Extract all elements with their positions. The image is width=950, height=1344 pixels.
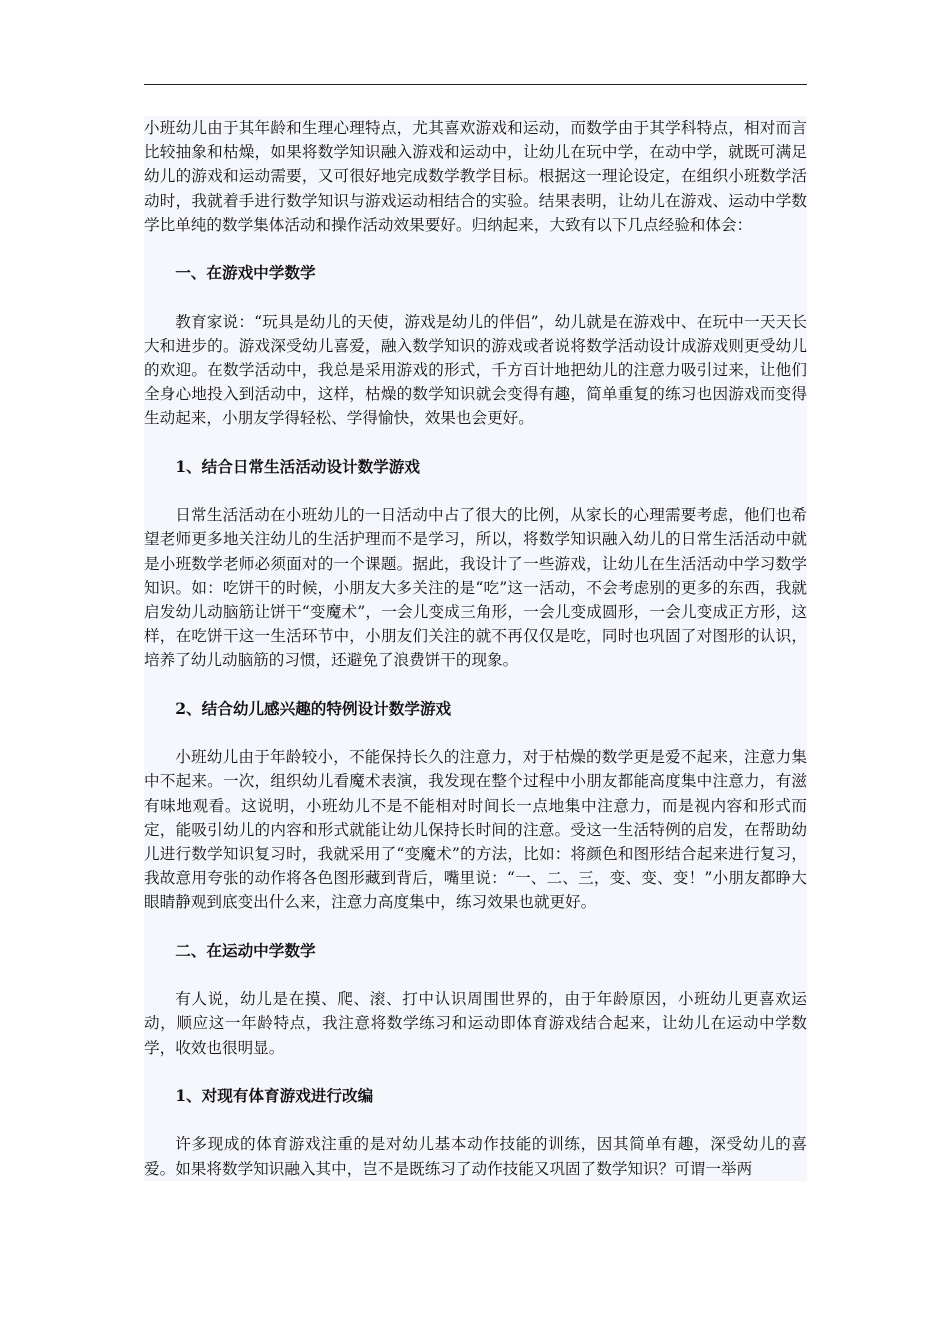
section-heading-sports: 二、在运动中学数学 <box>175 940 316 960</box>
intro-paragraph: 小班幼儿由于其年龄和生理心理特点，尤其喜欢游戏和运动，而数学由于其学科特点，相对而言比较抽象和枯燥，如果将数学知识融入游戏和运动中，让幼儿在玩中学，在动中学，就既可满足幼儿的游戏和运动需要，又可很好地完成数学教学目标。根据这一理论设定，在组织小班数学活动时，我就着手进行数学知识与游戏运动相结合的实验。结果表明，让幼儿在游戏、运动中学数学比单纯的数学集体活动和操作活动效果要好。归纳起来，大致有以下几点经验和体会： <box>144 119 807 234</box>
header-rule <box>144 84 807 85</box>
article-body <box>144 116 807 1181</box>
paragraph-daily-life: 日常生活活动在小班幼儿的一日活动中占了很大的比例，从家长的心理需要考虑，他们也希望老师更多地关注幼儿的生活护理而不是学习，所以，将数学知识融入幼儿的日常生活活动中就是小班数学老师必须面对的一个课题。据此，我设计了一些游戏，让幼儿在生活活动中学习数学知识。如：吃饼干的时候，小朋友大多关注的是“吃”这一活动，不会考虑别的更多的东西，我就启发幼儿动脑筋让饼干“变魔术”，一会儿变成三角形，一会儿变成圆形，一会儿变成正方形，这样，在吃饼干这一生活环节中，小朋友们关注的就不再仅仅是吃，同时也巩固了对图形的认识，培养了幼儿动脑筋的习惯，还避免了浪费饼干的现象。 <box>144 506 807 670</box>
section-heading-games: 一、在游戏中学数学 <box>175 263 316 283</box>
subheading-special-interest: 2、结合幼儿感兴趣的特例设计数学游戏 <box>175 698 452 718</box>
section-paragraph-sports: 有人说，幼儿是在摸、爬、滚、打中认识周围世界的，由于年龄原因，小班幼儿更喜欢运动，顺应这一年龄特点，我注意将数学练习和运动即体育游戏结合起来，让幼儿在运动中学数学，收效也很明显。 <box>144 990 807 1057</box>
paragraph-adapt-games: 许多现成的体育游戏注重的是对幼儿基本动作技能的训练，因其简单有趣，深受幼儿的喜爱。如果将数学知识融入其中，岂不是既练习了动作技能又巩固了数学知识？可谓一举两 <box>144 1135 807 1178</box>
subheading-daily-life: 1、结合日常生活活动设计数学游戏 <box>175 456 420 476</box>
subheading-adapt-games: 1、对现有体育游戏进行改编 <box>175 1085 374 1105</box>
paragraph-special-interest: 小班幼儿由于年龄较小，不能保持长久的注意力，对于枯燥的数学更是爱不起来，注意力集中不起来。一次，组织幼儿看魔术表演，我发现在整个过程中小朋友都能高度集中注意力，有滋有味地观看。这说明，小班幼儿不是不能相对时间长一点地集中注意力，而是视内容和形式而定，能吸引幼儿的内容和形式就能让幼儿保持长时间的注意。受这一生活特例的启发，在帮助幼儿进行数学知识复习时，我就采用了“变魔术”的方法，比如：将颜色和图形结合起来进行复习，我故意用夸张的动作将各色图形藏到背后，嘴里说：“一、二、三，变、变、变！”小朋友都睁大眼睛静观到底变出什么来，注意力高度集中，练习效果也就更好。 <box>144 748 807 912</box>
section-paragraph-games: 教育家说：“玩具是幼儿的天使，游戏是幼儿的伴侣”，幼儿就是在游戏中、在玩中一天天长大和进步的。游戏深受幼儿喜爱，融入数学知识的游戏或者说将数学活动设计成游戏则更受幼儿的欢迎。在数学活动中，我总是采用游戏的形式，千方百计地把幼儿的注意力吸引过来，让他们全身心地投入到活动中，这样，枯燥的数学知识就会变得有趣，简单重复的练习也因游戏而变得生动起来，小朋友学得轻松、学得愉快，效果也会更好。 <box>144 312 807 428</box>
